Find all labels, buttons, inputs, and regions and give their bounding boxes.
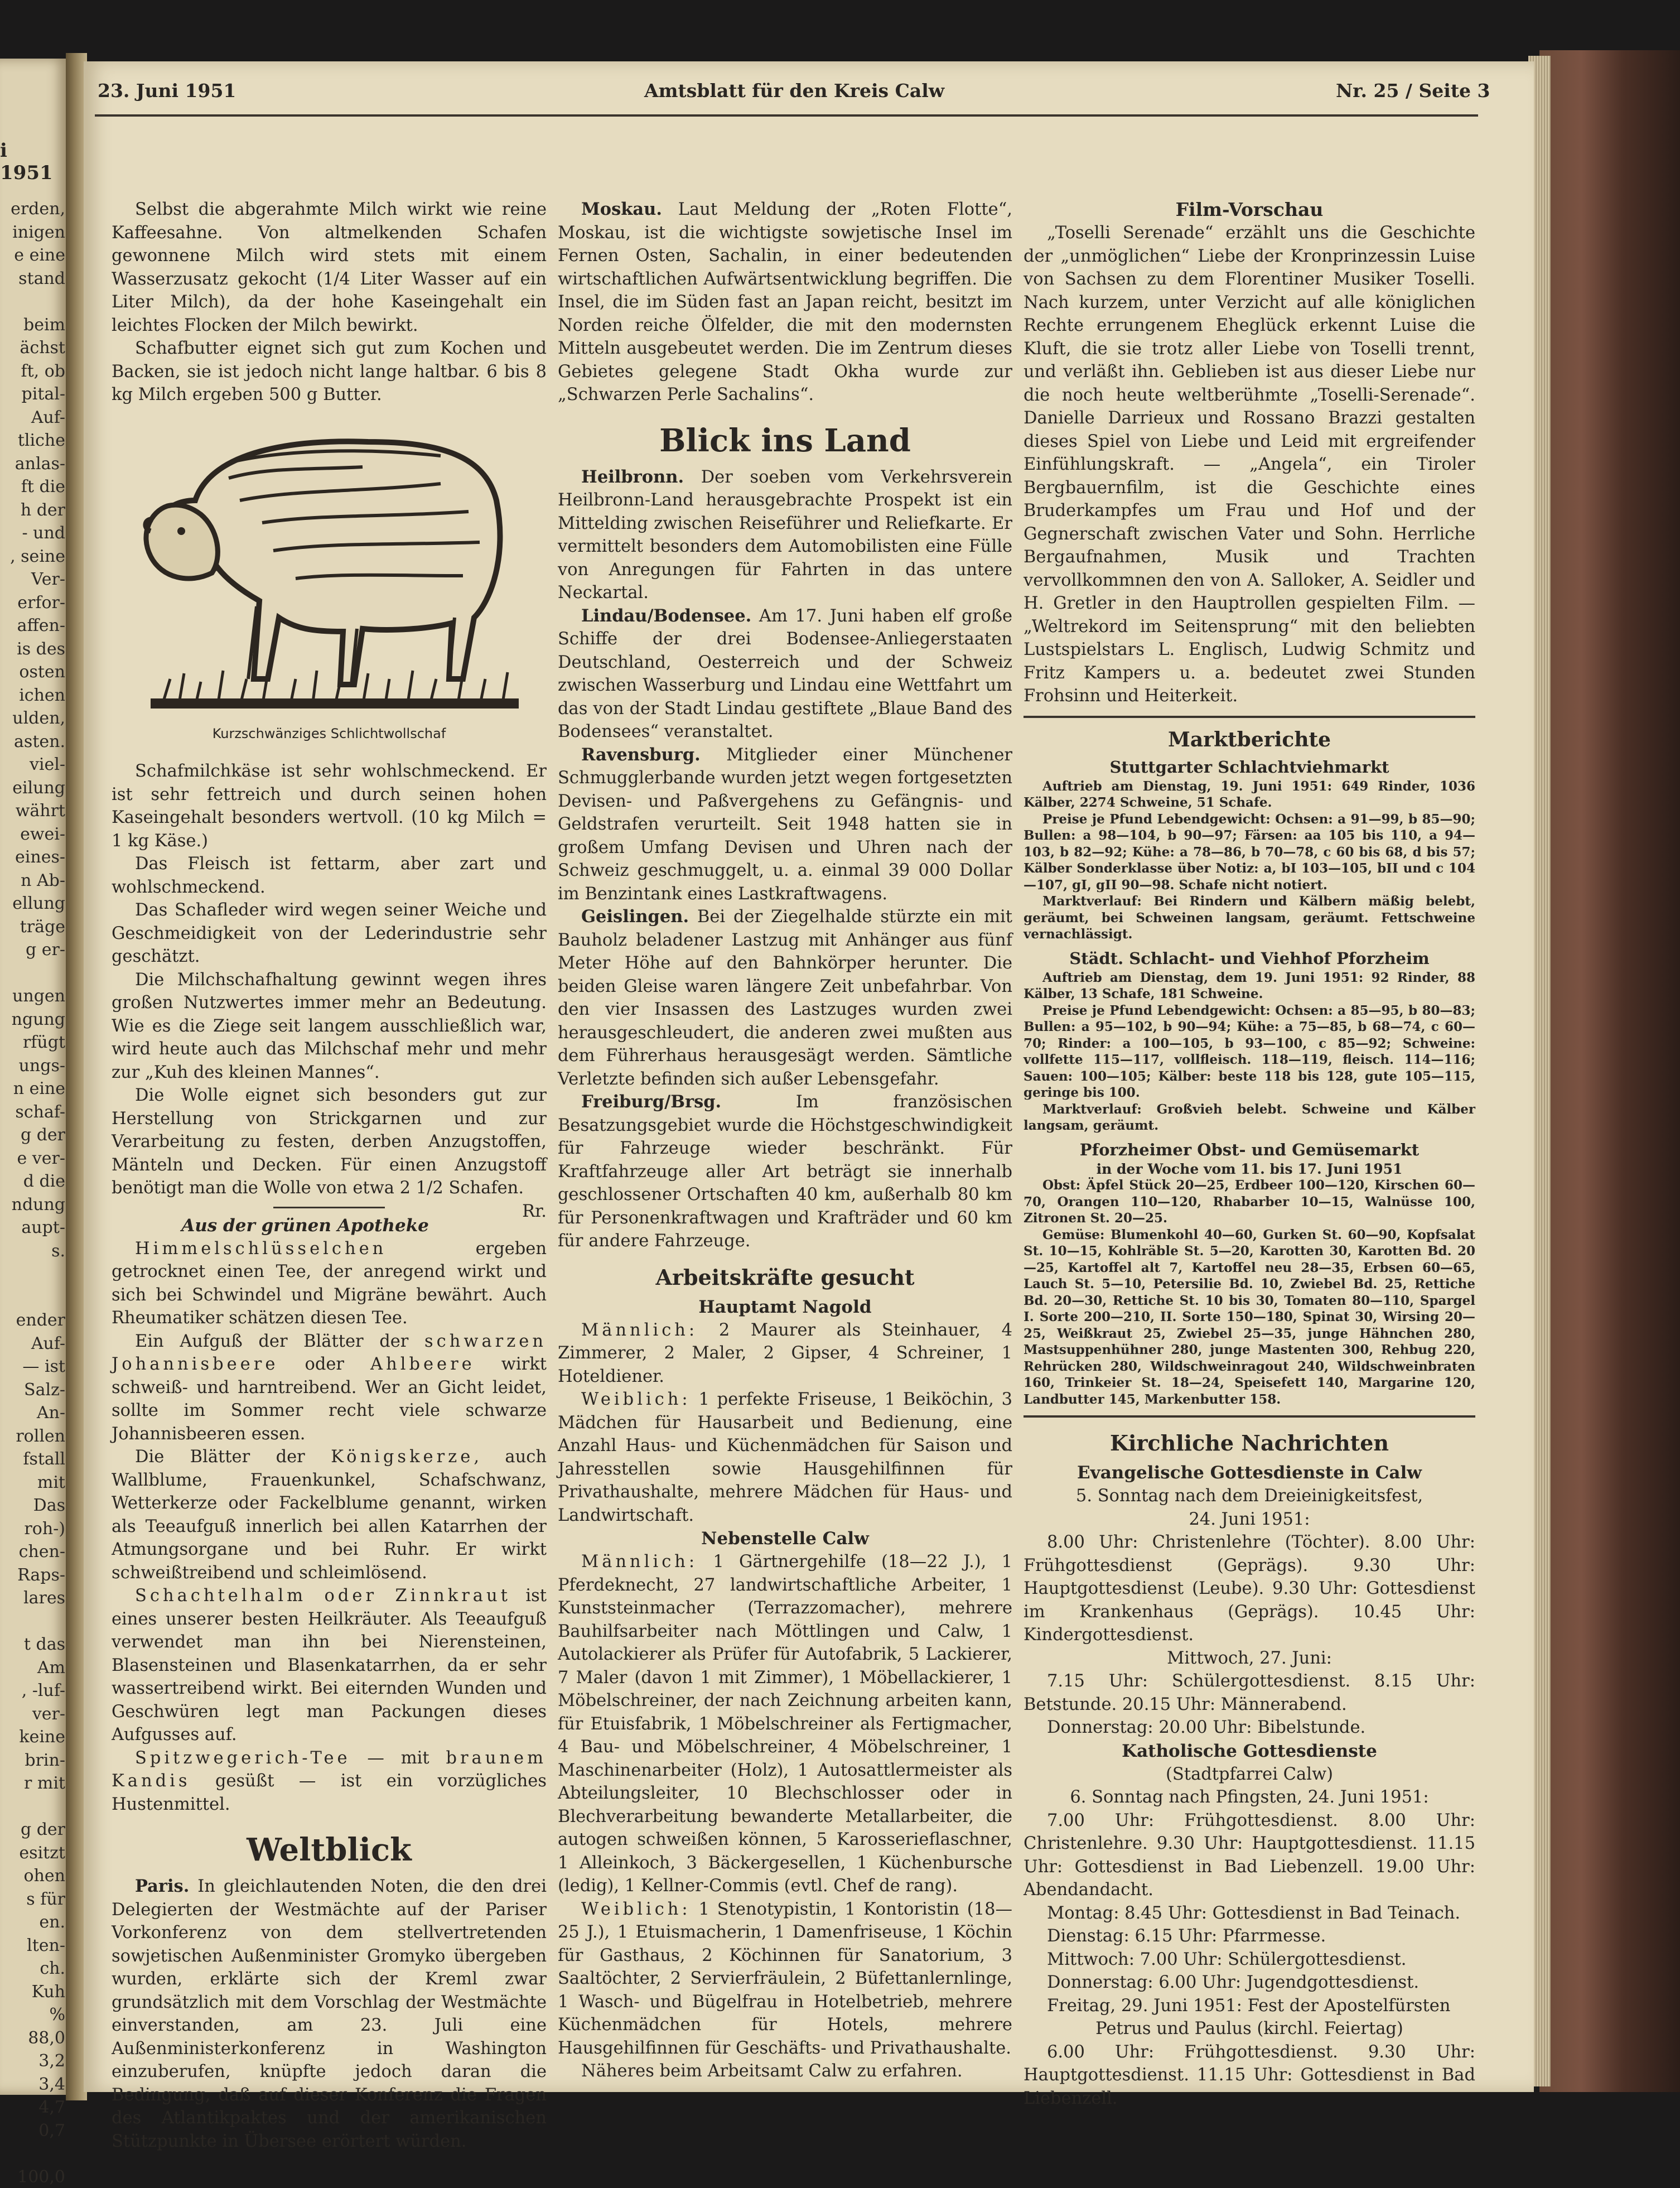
pforzheim-market-heading: Städt. Schlacht- und Viehhof Pforzheim <box>1069 948 1430 968</box>
catholic-heading: Katholische Gottesdienste <box>1122 1741 1377 1761</box>
prev-page-fragment: chen- <box>18 1542 65 1562</box>
prev-page-fragment: An- <box>36 1403 65 1423</box>
church-text: Donnerstag: 20.00 Uhr: Bibelstunde. <box>1047 1718 1366 1737</box>
apotheke-item: Schachtelhalm oder Zinnkraut ist eines unserer besten Heilkräuter. Als Teeaufguß verwendet man ihn bei Nierensteinen, Blasensteinen und Blasenkatarrhen, da er sehr wassertreibend wirkt. Bei eiternden Wunden und Geschwüren legt man Packungen dieses Aufgusses auf. <box>112 1586 547 1744</box>
nagold-male-jobs: Männlich: 2 Maurer als Steinhauer, 4 Zimmerer, 2 Maler, 2 Gipser, 4 Schreiner, 1 Hoteldiener. <box>558 1320 1012 1386</box>
section-divider <box>1024 716 1475 718</box>
stuttgart-market-heading: Stuttgarter Schlachtviehmarkt <box>1109 757 1389 777</box>
heilbronn-paragraph: Heilbronn. Der soeben vom Verkehrsverein Heilbronn-Land herausgebrachte Prospekt ist ein Mittelding zwischen Reiseführer und Reliefkarte. Er vermittelt besonders dem Automobilisten eine Fülle von Anregungen für Fahrten in das untere Neckartal. <box>558 466 1012 603</box>
prev-page-fragment: schaf- <box>15 1102 65 1122</box>
book-cover-edge <box>1539 50 1680 2092</box>
calw-male-jobs: Männlich: 1 Gärtnergehilfe (18—22 J.), 1 Pferdeknecht, 27 landwirtschaftliche Arbeiter, 1 Kunststeinmacher (Terrazzomacher), mehrere Bauhilfsarbeiter nach Möttlingen und Calw, 1 Autolackierer als Prüfer für Autofabrik, 5 Lackierer, 7 Maler (davon 1 mit Zimmer), 1 Möbellackierer, 1 Möbelschreiner, der nach Zeichnung arbeiten kann, für Etuisfabrik, 1 Möbelschreiner als Fertigmacher, 4 Bau- und Möbelschreiner, 4 Möbelschreiner, 1 Maschinenarbeiter (Holz), 1 Autosattlermeister als Abteilungsleiter, 10 Blechschlosser oder in Blechverarbeitung bewanderte Metallarbeiter, die autogen schweißen können, 5 Karosserieflaschner, 1 Alleinkoch, 3 Bäckergesellen, 1 Küchenbursche (ledig), 1 Kellner-Commis (evtl. Chef de rang). <box>558 1552 1012 1896</box>
market-text: Obst: Äpfel Stück 20—25, Erdbeer 100—120, Kirschen 60—70, Orangen 110—120, Rhabarber 10—15, Walnüsse 100, Zitronen St. 20—25. <box>1024 1178 1475 1226</box>
prev-page-fragment: ch. <box>40 1959 65 1978</box>
prev-page-fragment: 3,2 <box>38 2051 65 2071</box>
prev-page-fragment: rfügt <box>22 1033 65 1052</box>
church-text: 7.00 Uhr: Frühgottesdienst. 8.00 Uhr: Christenlehre. 9.30 Uhr: Hauptgottesdienst. 11.15 Uhr: Gottesdienst in Bad Liebenzell. 19.00 Uhr: Abendandacht. <box>1024 1810 1475 1900</box>
prev-page-fragment: 4,7 <box>38 2098 65 2117</box>
prev-page-fragment: — ist <box>22 1357 65 1376</box>
film-paragraph: „Toselli Serenade“ erzählt uns die Geschichte der „unmöglichen“ Liebe der Kronprinzessin Luise von Sachsen zu dem Florentiner Musiker Toselli. Nach kurzem, unter Verzicht auf alle königlichen Rechte errungenem Eheglück erkennt Luise die Kluft, die sie trotz aller Liebe von Toselli trennt, und verläßt ihn. Geblieben ist aus dieser Liebe nur die noch heute weltberühmte „Toselli-Serenade“. Danielle Darrieux und Rossano Brazzi gestalten dieses Spiel von Liebe und Leid mit ergreifender Einfühlungskraft. — „Angela“, ein Tiroler Bergbauernfilm, ist die Geschichte eines Bruderkampfes um Frau und Hof und der Gegnerschaft zwischen Vater und Sohn. Herrliche Bergaufnahmen, Musik und Trachten vervollkommnen den von A. Salloker, A. Seidler und H. Gretler in den Hauptrollen gespielten Film. — „Weltrekord im Seitensprung“ mit den beliebten Lustspielstars L. Englisch, Ludwig Schmitz und Fritz Kampers u. a. bedeutet zwei Stunden Frohsinn und Heiterkeit. <box>1024 223 1475 706</box>
apotheke-item: Ein Aufguß der Blätter der schwarzen Johannisbeere oder Ahlbeere wirkt schweiß- und harntreibend. Wer an Gicht leidet, sollte im Sommer recht viele schwarze Johannisbeeren essen. <box>112 1331 547 1444</box>
sheep-illustration <box>112 417 547 718</box>
prev-page-fragment: - und <box>22 523 65 543</box>
ravensburg-paragraph: Ravensburg. Mitglieder einer Münchener Schmugglerbande wurden jetzt wegen fortgesetzten Devisen- und Paßvergehens zu Gefängnis- und Geldstrafen verurteilt. Seit 1948 hatten sie in großem Umfang Devisen und Uhren nach der Schweiz geschmuggelt, u. a. einmal 39 000 Dollar im Benzintank eines Lastkraftwagens. <box>558 744 1012 904</box>
prev-page-fragment: 88,0 <box>28 2028 65 2048</box>
prev-page-fragment: Auf- <box>31 1333 65 1353</box>
prev-page-fragment: n eine <box>13 1079 65 1098</box>
prev-page-fragment: eilung <box>12 778 65 798</box>
prev-page-fragment: ulden, <box>12 709 65 728</box>
arbeitsamt-note: Näheres beim Arbeitsamt Calw zu erfahren. <box>581 2061 963 2081</box>
prev-page-fragment: rollen <box>16 1426 65 1446</box>
market-text: Gemüse: Blumenkohl 40—60, Gurken St. 60—90, Kopfsalat St. 10—15, Kohlräble St. 5—20, Karotten 30, Karotten Bd. 20—25, Kartoffel alt 7, Kartoffel neu 28—35, Erbsen 60—65, Lauch St. 5—10, Petersilie Bd. 10, Zwiebel Bd. 25, Rettiche Bd. 20—30, Rettiche St. 10 bis 30, Tomaten 80—110, Spargel I. Sorte 200—210, II. Sorte 150—180, Spinat 30, Wirsing 20—25, Weißkraut 25, Zwiebel 25—35, junge Hähnchen 280, Mastsuppenhühner 280, junge Mastenten 300, Rehbug 220, Rehrücken 280, Wildschweinragout 240, Wildschweinbraten 160, Trinkeier St. 18—24, Speisefett 140, Margarine 120, Landbutter 145, Markenbutter 158. <box>1024 1227 1475 1407</box>
blick-ins-land-heading: Blick ins Land <box>659 422 911 459</box>
sheep-woodcut-image <box>128 417 530 718</box>
column-1 <box>112 198 547 2153</box>
prev-page-fragment: ngung <box>11 1009 65 1029</box>
section-divider <box>273 1207 385 1208</box>
prev-page-fragment: Raps- <box>17 1565 65 1585</box>
prev-page-fragment: erfor- <box>17 592 65 613</box>
prev-page-fragment: träge <box>20 917 65 937</box>
calw-subheading: Nebenstelle Calw <box>701 1529 869 1549</box>
prev-page-fragment: tliche <box>17 431 65 450</box>
header-date: 23. Juni 1951 <box>98 80 236 102</box>
prev-page-fragment: Kuh <box>31 1982 65 2002</box>
nagold-subheading: Hauptamt Nagold <box>698 1297 872 1317</box>
arbeitskraefte-heading: Arbeitskräfte gesucht <box>655 1264 915 1290</box>
prev-page-fragment: ellung <box>12 894 65 913</box>
market-text: Auftrieb am Dienstag, dem 19. Juni 1951: 92 Rinder, 88 Kälber, 13 Schafe, 181 Schweine. <box>1024 970 1475 1001</box>
header-page-number: Nr. 25 / Seite 3 <box>1336 80 1490 102</box>
prev-page-fragment: g der <box>20 1125 65 1145</box>
prev-page-fragment: währt <box>15 801 65 821</box>
prev-page-fragment: anlas- <box>15 454 65 474</box>
prev-page-fragment: n Ab- <box>21 870 65 890</box>
prev-page-fragment: e eine <box>14 245 65 265</box>
header-rule <box>95 114 1478 117</box>
prev-page-fragment: affen- <box>17 616 65 635</box>
church-text: Dienstag: 6.15 Uhr: Pfarrmesse. <box>1047 1926 1326 1946</box>
prev-page-fragment: inigen <box>12 222 65 242</box>
apotheke-item: Himmelschlüsselchen ergeben getrocknet einen Tee, der anregend wirkt und sich bei Schwindel und Migräne bewährt. Auch Rheumatiker schätzen diesen Tee. <box>112 1238 547 1328</box>
church-text: (Stadtpfarrei Calw) <box>1166 1764 1333 1784</box>
church-text: Montag: 8.45 Uhr: Gottesdienst in Bad Teinach. <box>1047 1903 1461 1923</box>
prev-page-fragment: brin- <box>25 1750 65 1770</box>
lindau-paragraph: Lindau/Bodensee. Am 17. Juni haben elf große Schiffe der drei Bodensee-Anliegerstaaten Deutschland, Oesterreich und der Schweiz zwischen Wasserburg und Lindau eine Wettfahrt um das von der Stadt Lindau gestiftete „Blaue Band des Bodensees“ veranstaltet. <box>558 605 1012 741</box>
calw-female-jobs: Weiblich: 1 Stenotypistin, 1 Kontoristin (18—25 J.), 1 Etuismacherin, 1 Damenfriseuse, 1 Köchin für Gasthaus, 2 Köchinnen für Sanatorium, 3 Saaltöchter, 2 Servierfräulein, 2 Büfettanlernlinge, 1 Wasch- und Bügelfrau in Hotelbetrieb, mehrere Küchenmädchen für Hotels, mehrere Hausgehilfinnen für Geschäfts- und Privathaushalte. <box>558 1899 1012 2058</box>
prev-page-fragment: mit <box>37 1472 65 1492</box>
prev-page-fragment: % <box>49 2005 65 2025</box>
header-title: Amtsblatt für den Kreis Calw <box>644 80 945 102</box>
church-text: 6.00 Uhr: Frühgottesdienst. 9.30 Uhr: Hauptgottesdienst. 11.15 Uhr: Gottesdienst in Bad Liebenzell. <box>1024 2042 1475 2108</box>
market-text: Preise je Pfund Lebendgewicht: Ochsen: a 91—99, b 85—90; Bullen: a 98—104, b 90—97; Färsen: aa 105 bis 110, a 94—103, b 82—92; Kühe: a 78—86, b 70—78, c 60 bis 68, d bis 57; Kälber Sonderklasse über Notiz: a, bI 103—105, bII und c 104—107, gI, gII 90—98. Schafe nicht notiert. <box>1024 811 1475 893</box>
church-text: Mittwoch, 27. Juni: <box>1167 1648 1332 1668</box>
prev-page-fragment: is des <box>17 639 65 659</box>
prev-page-fragment: fstall <box>23 1449 65 1469</box>
prev-page-fragment: , seine <box>10 546 65 566</box>
nagold-female-jobs: Weiblich: 1 perfekte Friseuse, 1 Beiköchin, 3 Mädchen für Hausarbeit und Bedienung, eine Anzahl Haus- und Küchenmädchen für Saison und Jahresstellen sowie Hausgehilfinnen für Privathaushalte, mehrere Mädchen für Haus- und Landwirtschaft. <box>558 1390 1012 1525</box>
church-text: 6. Sonntag nach Pfingsten, 24. Juni 1951: <box>1070 1787 1429 1807</box>
prev-page-fragment: ender <box>16 1310 65 1330</box>
paris-paragraph: Paris. In gleichlautenden Noten, die den drei Delegierten der Westmächte auf der Pariser Vorkonferenz von dem stellvertretenden sowjetischen Außenminister Gromyko übergeben wurden, erklärte sich der Kreml zwar grundsätzlich mit dem Vorschlag der Westmächte einverstanden, am 23. Juli eine Außenministerkonferenz in Washington einzuberufen, knüpfte jedoch daran die Bedingung, daß auf dieser Konferenz die Fragen des Atlantikpaktes und der amerikanischen Stützpunkte in Übersee erörtert würden. <box>112 1876 547 2151</box>
prev-page-fragment: 0,7 <box>38 2120 65 2141</box>
prev-page-fragment: pital- <box>21 384 65 404</box>
market-text: Preise je Pfund Lebendgewicht: Ochsen: a 85—95, b 80—83; Bullen: a 95—102, b 90—94; Kühe: a 75—85, b 68—74, c 60—70; Rinder: a 100—105, b 93—100, c 85—92; Schweine: vollfette 115—117, vollfleisch. 118—119, fleisch. 114—116; Sauen: 100—105; Kälber: beste 118 bis 128, gute 105—115, geringe bis 100. <box>1024 1003 1475 1100</box>
weltblick-heading: Weltblick <box>247 1832 412 1868</box>
milk-paragraph: Selbst die abgerahmte Milch wirkt wie reine Kaffeesahne. Von altmelkenden Schafen gewonnene Milch wird stets mit einem Wasserzusatz gekocht (1/4 Liter Wasser auf ein Liter Milch), da der hohe Kaseingehalt ein leichtes Flocken der Milch bewirkt. <box>112 200 547 335</box>
prev-page-fragment: g er- <box>26 940 65 960</box>
church-text: Freitag, 29. Juni 1951: Fest der Apostelfürsten <box>1047 1996 1451 2016</box>
prev-page-fragment: Am <box>37 1657 65 1678</box>
prev-page-fragment: lten- <box>27 1935 65 1955</box>
prev-page-fragment: lares <box>23 1588 65 1608</box>
obst-market-subheading: in der Woche vom 11. bis 17. Juni 1951 <box>1096 1160 1403 1177</box>
cheese-paragraph: Schafmilchkäse ist sehr wohlschmeckend. Er ist sehr fettreich und durch seinen hohen Kaseingehalt besonders wertvoll. (10 kg Milch = 1 kg Käse.) <box>112 762 547 851</box>
prev-page-fragment: s. <box>51 1241 65 1261</box>
market-reports <box>1024 756 1475 1408</box>
church-text: 5. Sonntag nach dem Dreieinigkeitsfest, <box>1075 1486 1423 1506</box>
church-text: Donnerstag: 6.00 Uhr: Jugendgottesdienst. <box>1047 1973 1420 1992</box>
prev-page-fragment: t das <box>23 1635 65 1654</box>
prev-page-fragment: h der <box>20 500 65 520</box>
section-divider <box>1024 1415 1475 1418</box>
column-2 <box>558 198 1012 2083</box>
prev-page-fragment: ver- <box>32 1704 65 1724</box>
moskau-paragraph: Moskau. Laut Meldung der „Roten Flotte“, Moskau, ist die wichtigste sowjetische Insel im Fernen Osten, Sachalin, in einer bedeutenden wirtschaftlichen Aufwärtsentwicklung begriffen. Die Insel, die im Süden fast an Japan reicht, besitzt im Norden reiche Ölfelder, die mit den modernsten Mitteln ausgebeutet werden. Die im Zentrum dieses Gebietes gelegene Stadt Okha wurde zur „Schwarzen Perle Sachalins“. <box>558 199 1012 404</box>
prev-page-fragment: aupt- <box>21 1218 65 1237</box>
prev-page-fragment: d die <box>23 1172 65 1191</box>
prev-page-fragment: ichen <box>19 685 65 705</box>
prev-page-fragment: ungen <box>12 986 65 1006</box>
prev-page-fragment: stand <box>18 268 65 288</box>
kirchliche-nachrichten-heading: Kirchliche Nachrichten <box>1110 1430 1389 1456</box>
prev-page-fragment: ohen <box>23 1866 65 1886</box>
prev-page-fragment: Das <box>33 1496 65 1515</box>
market-text: Auftrieb am Dienstag, 19. Juni 1951: 649 Rinder, 1036 Kälber, 2274 Schweine, 51 Schafe. <box>1024 778 1475 810</box>
prev-page-fragment: esitzt <box>19 1843 65 1863</box>
prev-page-fragment: keine <box>19 1727 65 1747</box>
prev-page-fragment: ungs- <box>18 1056 65 1076</box>
prev-page-fragment: , -luf- <box>21 1681 65 1700</box>
apotheke-item: Spitzwegerich-Tee — mit braunem Kandis gesüßt — ist ein vorzügliches Hustenmittel. <box>112 1748 547 1814</box>
prev-page-fragment: Ver- <box>31 570 65 589</box>
church-text: 7.15 Uhr: Schülergottesdienst. 8.15 Uhr: Betstunde. 20.15 Uhr: Männerabend. <box>1024 1671 1475 1714</box>
prev-page-fragment: 100,0 <box>17 2167 65 2187</box>
wool-paragraph: Die Wolle eignet sich besonders gut zur Herstellung von Strickgarnen und zur Verarbeitung zu festen, derben Anzugstoffen, Mänteln und Decken. Für einen Anzugstoff benötigt man die Wolle von etwa 2 1/2 Schafen. Rr. <box>112 1084 547 1200</box>
evangelical-heading: Evangelische Gottesdienste in Calw <box>1077 1463 1422 1483</box>
freiburg-paragraph: Freiburg/Brsg. Im französischen Besatzungsgebiet wurde die Höchstgeschwindigkeit für Fahrzeuge wieder beschränkt. Für Kraftfahrzeuge aller Art beträgt sie innerhalb geschlossener Ortschaften 40 km, außerhalb 80 km für Personenkraftwagen und Krafträder und 60 km für andere Fahrzeuge. <box>558 1092 1012 1251</box>
apotheke-item: Die Blätter der Königskerze, auch Wallblume, Frauenkunkel, Schafschwanz, Wetterkerze oder Fackelblume genannt, wirken als Teeaufguß innerlich bei allen Katarrhen der Atmungsorgane und bei Ruhr. Er wirkt schweißtreibend und schleimlösend. <box>112 1447 547 1583</box>
prev-page-fragment: r mit <box>24 1773 65 1793</box>
previous-page-fragment <box>0 59 70 2187</box>
sheep-caption: Kurzschwänziges Schlichtwollschaf <box>212 725 446 741</box>
prev-page-fragment: osten <box>19 662 65 682</box>
prev-page-fragment: erden, <box>11 199 65 219</box>
author-signature: Rr. <box>522 1201 547 1221</box>
prev-page-fragment: asten. <box>14 731 65 751</box>
marktberichte-heading: Marktberichte <box>1167 727 1331 751</box>
church-text: 24. Juni 1951: <box>1189 1509 1310 1529</box>
prev-page-fragment: beim <box>23 315 65 335</box>
prev-page-fragment: 3,4 <box>38 2074 65 2094</box>
prev-page-fragment: en. <box>39 1912 65 1932</box>
milk-sheep-paragraph: Die Milchschafhaltung gewinnt wegen ihres großen Nutzwertes immer mehr an Bedeutung. Wie es die Ziege seit langem ausschließlich war, wird heute auch das Milchschaf mehr und mehr zur „Kuh des kleinen Mannes“. <box>112 970 547 1082</box>
church-text: Petrus und Paulus (kirchl. Feiertag) <box>1095 2019 1403 2038</box>
prev-page-fragment: Auf- <box>31 407 65 427</box>
prev-page-fragment: roh-) <box>24 1519 65 1539</box>
prev-page-fragment: ewei- <box>20 824 65 844</box>
obst-market-heading: Pforzheimer Obst- und Gemüsemarkt <box>1079 1140 1420 1159</box>
prev-page-fragment: ächst <box>20 338 65 358</box>
apotheke-heading: Aus der grünen Apotheke <box>181 1215 429 1236</box>
prev-page-fragment: e ver- <box>17 1148 65 1168</box>
prev-page-fragment: ft die <box>21 477 65 497</box>
prev-page-fragment: ndung <box>11 1194 65 1215</box>
film-heading: Film-Vorschau <box>1175 199 1324 220</box>
prev-page-fragment: s für <box>26 1889 65 1909</box>
geislingen-paragraph: Geislingen. Bei der Ziegelhalde stürzte ein mit Bauholz beladener Lastzug mit Anhänger aus fünf Meter Höhe auf den Bahnkörper herunter. Die beiden Gleise waren längere Zeit unbefahrbar. Von den vier Insassen des Lastzuges wurden zwei herausgeschleudert, die anderen zwei mußten aus dem Führerhaus herausgesägt werden. Sämtliche Verletzte befinden sich außer Lebensgefahr. <box>558 907 1012 1089</box>
meat-paragraph: Das Fleisch ist fettarm, aber zart und wohlschmeckend. <box>112 854 547 897</box>
prev-page-fragment: g der <box>20 1820 65 1839</box>
column-3 <box>1024 198 1475 2110</box>
prev-page-fragment: viel- <box>29 755 65 774</box>
prev-page-fragment: Salz- <box>24 1380 65 1400</box>
market-text: Marktverlauf: Bei Rindern und Kälbern mäßig belebt, geräumt, bei Schweinen langsam, geräumt. Fettschweine vernachlässigt. <box>1024 894 1475 942</box>
church-text: Mittwoch: 7.00 Uhr: Schülergottesdienst. <box>1047 1949 1407 1969</box>
prev-page-header: i 1951 <box>0 139 53 184</box>
prev-page-fragment: ft, ob <box>21 361 65 381</box>
market-text: Marktverlauf: Großvieh belebt. Schweine und Kälber langsam, geräumt. <box>1024 1101 1475 1133</box>
butter-paragraph: Schafbutter eignet sich gut zum Kochen und Backen, sie ist jedoch nicht lange haltbar. 6 bis 8 kg Milch ergeben 500 g Butter. <box>112 339 547 404</box>
leather-paragraph: Das Schafleder wird wegen seiner Weiche und Geschmeidigkeit von der Lederindustrie sehr geschätzt. <box>112 900 547 966</box>
prev-page-fragment: eines- <box>15 847 65 867</box>
church-text: 8.00 Uhr: Christenlehre (Töchter). 8.00 Uhr: Frühgottesdienst (Geprägs). 9.30 Uhr: Hauptgottesdienst (Leube). 9.30 Uhr: Gottesdienst im Krankenhaus (Geprägs). 10.45 Uhr: Kindergottesdienst. <box>1024 1532 1475 1645</box>
